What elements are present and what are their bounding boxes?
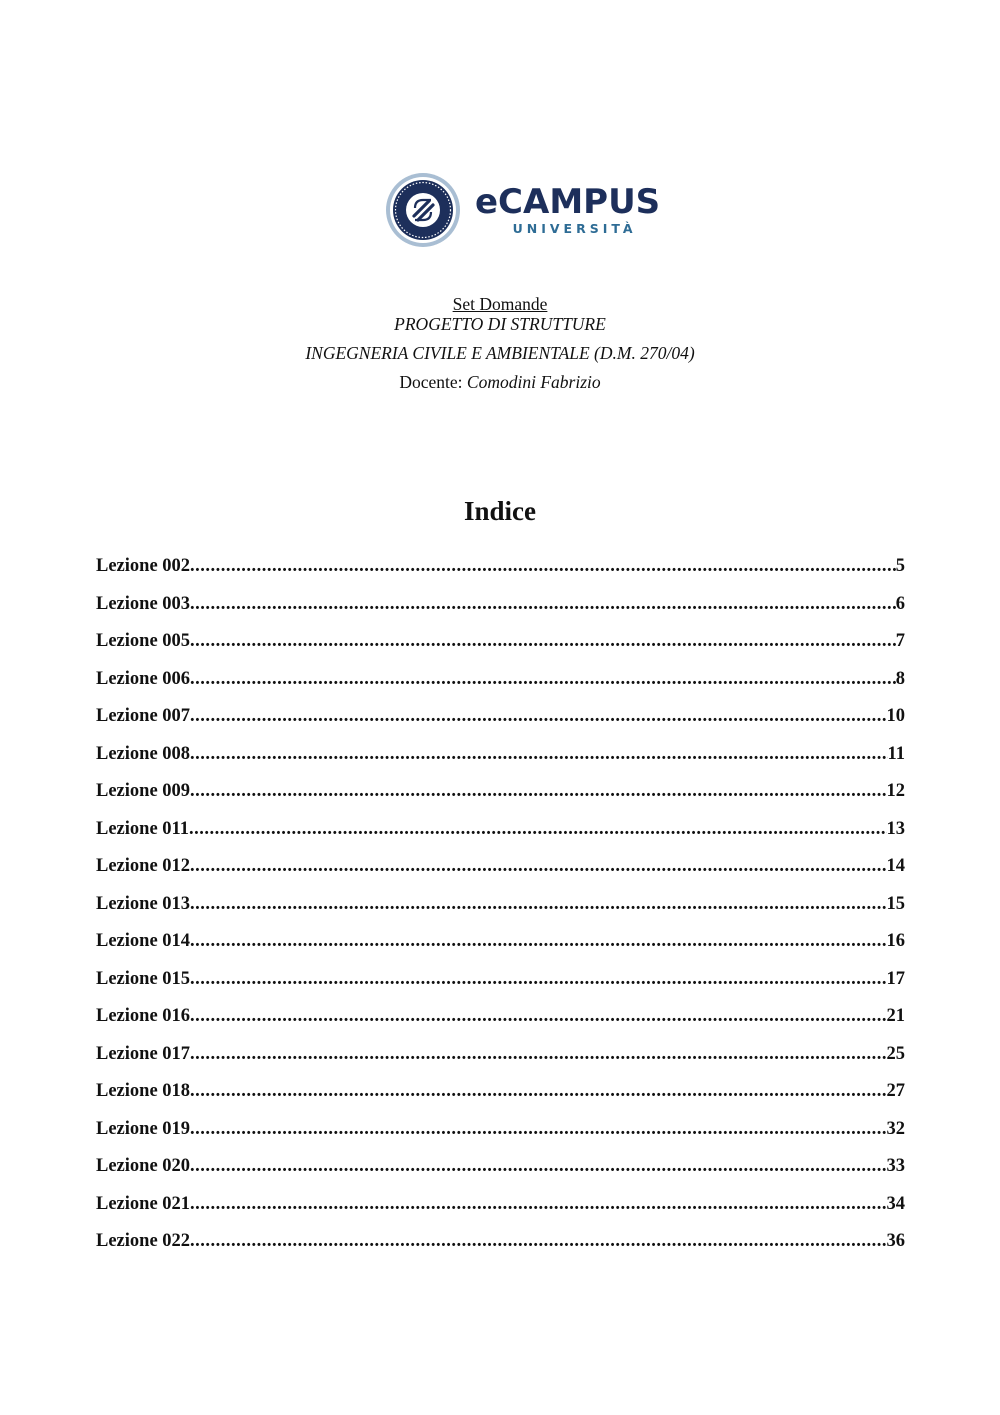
- toc-entry-label: Lezione 009: [96, 781, 191, 801]
- course-degree: INGEGNERIA CIVILE E AMBIENTALE (D.M. 270/04): [305, 343, 695, 363]
- toc-entry[interactable]: [96, 1194, 905, 1232]
- toc-dot-leader: [190, 1044, 886, 1065]
- toc-entry-label: Lezione 018: [96, 1081, 191, 1101]
- toc-dot-leader: [190, 556, 896, 577]
- toc-entry-label: Lezione 019: [96, 1118, 191, 1139]
- toc-entry-page: 8: [895, 668, 905, 689]
- toc-entry-page: 34: [886, 1193, 905, 1214]
- ecampus-logo: [385, 170, 661, 250]
- toc-entry-page: 13: [886, 818, 905, 839]
- toc-entry[interactable]: [96, 856, 905, 894]
- toc-dot-leader: [190, 669, 896, 690]
- toc-entry-page: 21: [886, 1006, 905, 1026]
- toc-entry[interactable]: [96, 781, 905, 819]
- toc-dot-leader: [190, 1231, 886, 1252]
- toc-entry-label: Lezione 007: [96, 706, 191, 726]
- toc-entry-label: Lezione 017: [96, 1043, 191, 1064]
- toc-entry-label: Lezione 002: [96, 556, 191, 576]
- toc-entry[interactable]: [96, 669, 905, 707]
- toc-entry[interactable]: [96, 1006, 905, 1044]
- teacher-label: Docente:: [399, 372, 463, 392]
- course-subject: PROGETTO DI STRUTTURE: [394, 314, 606, 334]
- toc-entry[interactable]: [96, 1119, 905, 1157]
- toc-entry[interactable]: [96, 894, 905, 932]
- table-of-contents: [96, 556, 905, 1269]
- toc-entry-label: Lezione 005: [96, 631, 191, 651]
- toc-entry-page: 11: [887, 743, 905, 764]
- toc-entry-page: 16: [886, 931, 905, 951]
- toc-entry-page: 14: [886, 856, 905, 876]
- toc-dot-leader: [190, 744, 887, 765]
- toc-entry-page: 10: [886, 706, 905, 726]
- toc-dot-leader: [190, 856, 886, 877]
- toc-entry-page: 36: [886, 1231, 905, 1251]
- toc-entry-page: 5: [895, 556, 905, 576]
- toc-entry[interactable]: [96, 1081, 905, 1119]
- toc-entry[interactable]: [96, 706, 905, 744]
- toc-entry[interactable]: [96, 819, 905, 857]
- toc-dot-leader: [190, 781, 886, 802]
- toc-entry-label: Lezione 013: [96, 893, 191, 914]
- toc-dot-leader: [190, 631, 896, 652]
- toc-dot-leader: [190, 1194, 886, 1215]
- toc-dot-leader: [190, 1081, 886, 1102]
- toc-entry-label: Lezione 015: [96, 968, 191, 989]
- toc-dot-leader: [190, 969, 886, 990]
- logo-subtitle: UNIVERSITÀ: [512, 221, 637, 236]
- toc-entry-label: Lezione 006: [96, 668, 191, 689]
- toc-dot-leader: [190, 1156, 886, 1177]
- course-teacher: [0, 372, 1000, 392]
- toc-entry[interactable]: [96, 744, 905, 782]
- toc-entry-page: 32: [886, 1118, 905, 1139]
- toc-entry-page: 33: [886, 1156, 905, 1176]
- toc-entry[interactable]: [96, 631, 905, 669]
- toc-dot-leader: [190, 894, 886, 915]
- toc-entry-label: Lezione 011: [96, 818, 190, 839]
- toc-entry[interactable]: [96, 594, 905, 632]
- toc-dot-leader: [190, 1006, 886, 1027]
- toc-entry-page: 17: [886, 968, 905, 989]
- toc-dot-leader: [190, 594, 896, 615]
- teacher-name: Comodini Fabrizio: [466, 372, 601, 392]
- toc-entry-page: 6: [895, 593, 905, 614]
- set-title: Set Domande: [452, 294, 548, 314]
- toc-entry-label: Lezione 003: [96, 593, 191, 614]
- toc-entry-label: Lezione 022: [96, 1231, 191, 1251]
- toc-dot-leader: [190, 706, 886, 727]
- toc-entry-page: 12: [886, 781, 905, 801]
- toc-entry-label: Lezione 008: [96, 743, 191, 764]
- toc-entry-page: 15: [886, 893, 905, 914]
- toc-entry-page: 7: [895, 631, 905, 651]
- toc-entry[interactable]: [96, 1044, 905, 1082]
- toc-entry-label: Lezione 012: [96, 856, 191, 876]
- toc-dot-leader: [189, 819, 886, 840]
- course-info: [0, 294, 1000, 392]
- toc-entry-label: Lezione 014: [96, 931, 191, 951]
- toc-entry-label: Lezione 020: [96, 1156, 191, 1176]
- toc-entry[interactable]: [96, 931, 905, 969]
- toc-entry-label: Lezione 021: [96, 1193, 191, 1214]
- logo-brand: eCAMPUS: [475, 182, 661, 222]
- toc-entry[interactable]: [96, 1231, 905, 1269]
- toc-entry[interactable]: [96, 1156, 905, 1194]
- toc-entry[interactable]: [96, 556, 905, 594]
- toc-entry[interactable]: [96, 969, 905, 1007]
- toc-entry-page: 25: [886, 1043, 905, 1064]
- toc-dot-leader: [190, 1119, 886, 1140]
- toc-heading: Indice: [463, 496, 536, 526]
- toc-entry-page: 27: [886, 1081, 905, 1101]
- toc-dot-leader: [190, 931, 886, 952]
- university-seal-icon: [385, 172, 461, 248]
- toc-entry-label: Lezione 016: [96, 1006, 191, 1026]
- logo-wordmark: [475, 183, 660, 237]
